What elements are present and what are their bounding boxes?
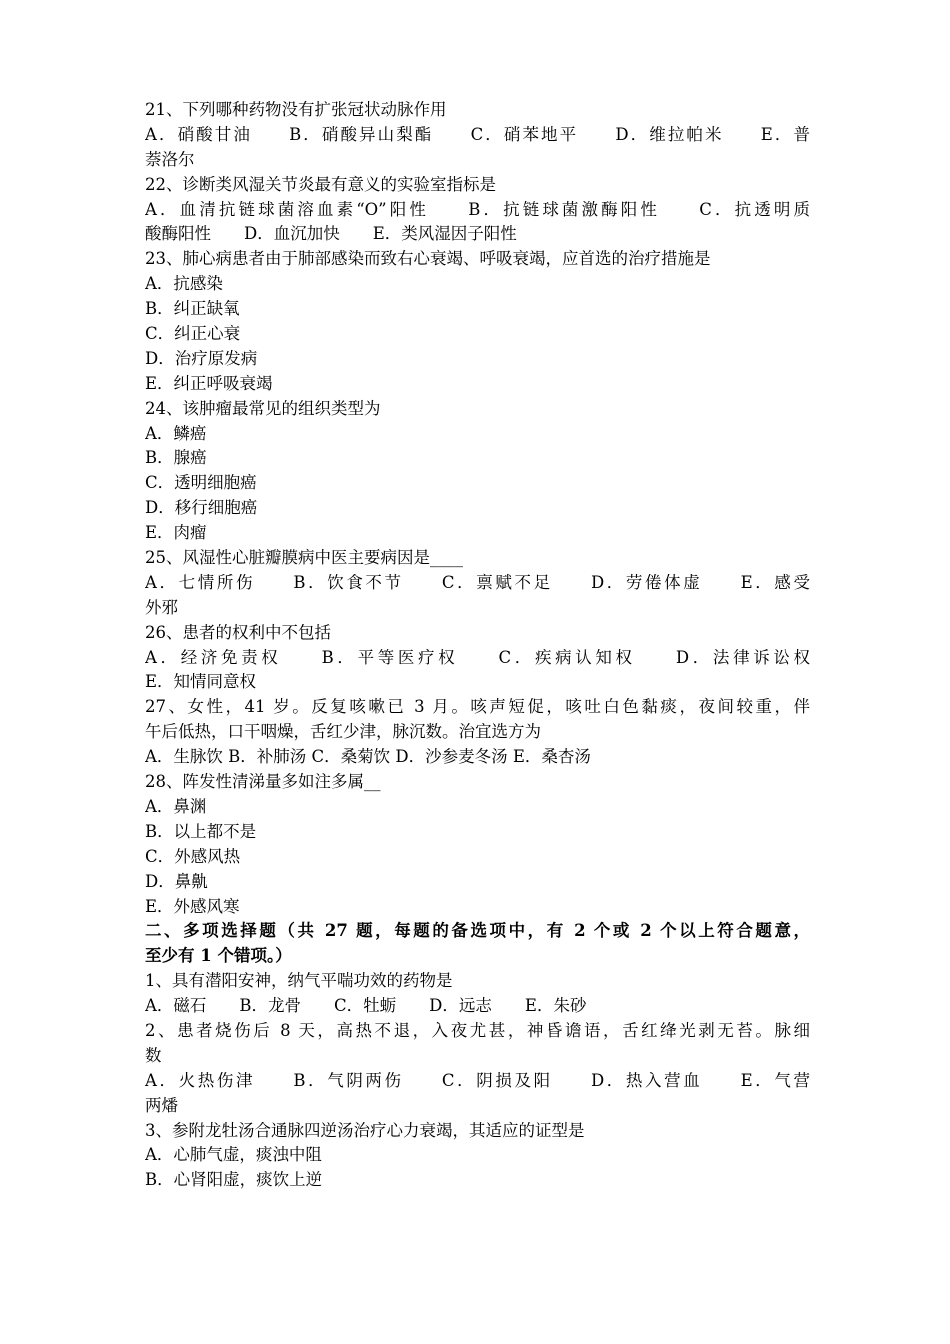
text-line: 2、患者烧伤后 8 天，高热不退，入夜尤甚，神昏谵语，舌红绛光剥无苔。脉细 <box>145 1020 810 1040</box>
text-line: A．鼻渊 <box>145 796 207 816</box>
text-line: E．肉瘤 <box>145 523 207 543</box>
text-line: C．纠正心衰 <box>145 324 241 344</box>
text-line: A．鳞癌 <box>145 423 207 443</box>
text-line: 1、具有潜阳安神，纳气平喘功效的药物是 <box>145 971 453 991</box>
text-line: A．火热伤津 B．气阴两伤 C．阴损及阳 D．热入营血 E．气营 <box>145 1070 810 1090</box>
text-line: B．以上都不是 <box>145 821 257 841</box>
text-line: A．硝酸甘油 B．硝酸异山梨酯 C．硝苯地平 D．维拉帕米 E．普 <box>145 124 810 144</box>
text-line: E．纠正呼吸衰竭 <box>145 373 273 393</box>
text-line: D．治疗原发病 <box>145 348 258 368</box>
text-line: C．外感风热 <box>145 846 241 866</box>
text-line: 外邪 <box>145 597 178 617</box>
text-line: A．抗感染 <box>145 274 223 294</box>
text-line: D．鼻鼽 <box>145 871 208 891</box>
text-line: D．移行细胞癌 <box>145 498 258 518</box>
text-line: 26、患者的权利中不包括 <box>145 622 331 642</box>
text-line: 24、该肿瘤最常见的组织类型为 <box>145 398 381 418</box>
text-line: 萘洛尔 <box>145 149 195 169</box>
text-line: E．知情同意权 <box>145 672 257 692</box>
text-line: 21、下列哪种药物没有扩张冠状动脉作用 <box>145 100 447 119</box>
document-page <box>145 98 810 1193</box>
text-line: C．透明细胞癌 <box>145 473 257 493</box>
text-line: 23、肺心病患者由于肺部感染而致右心衰竭、呼吸衰竭，应首选的治疗措施是 <box>145 249 711 269</box>
text-line: B．纠正缺氧 <box>145 299 240 319</box>
text-line: 3、参附龙牡汤合通脉四逆汤治疗心力衰竭，其适应的证型是 <box>145 1120 585 1140</box>
text-line: A．磁石 B．龙骨 C．牡蛎 D．远志 E．朱砂 <box>145 996 587 1016</box>
text-line: 至少有 1 个错项。） <box>145 946 292 966</box>
text-line: 28、阵发性清涕量多如注多属__ <box>145 772 381 792</box>
text-line: A．七情所伤 B．饮食不节 C．禀赋不足 D．劳倦体虚 E．感受 <box>145 572 810 592</box>
text-line: 午后低热，口干咽燥，舌红少津，脉沉数。治宜选方为 <box>145 722 541 742</box>
text-line: A．经济免责权 B．平等医疗权 C．疾病认知权 D．法律诉讼权 <box>145 647 810 667</box>
text-line: A．血清抗链球菌溶血素“O”阳性 B．抗链球菌激酶阳性 C．抗透明质 <box>145 199 810 219</box>
text-line: 两燔 <box>145 1095 178 1115</box>
text-line: A．生脉饮 B．补肺汤 C．桑菊饮 D．沙参麦冬汤 E．桑杏汤 <box>145 747 591 767</box>
text-line: 酸酶阳性 D．血沉加快 E．类风湿因子阳性 <box>145 224 517 244</box>
text-line: 25、风湿性心脏瓣膜病中医主要病因是____ <box>145 548 463 568</box>
text-line: 二、多项选择题（共 27 题，每题的备选项中，有 2 个或 2 个以上符合题意， <box>145 921 810 941</box>
text-line: 22、诊断类风湿关节炎最有意义的实验室指标是 <box>145 174 496 194</box>
text-line: B．腺癌 <box>145 448 207 468</box>
text-line: 数 <box>145 1045 162 1065</box>
text-line: B．心肾阳虚，痰饮上逆 <box>145 1170 323 1190</box>
text-line: E．外感风寒 <box>145 896 240 916</box>
text-line: 27、女性，41 岁。反复咳嗽已 3 月。咳声短促，咳吐白色黏痰，夜间较重，伴 <box>145 697 810 717</box>
text-line: A．心肺气虚，痰浊中阻 <box>145 1145 322 1165</box>
